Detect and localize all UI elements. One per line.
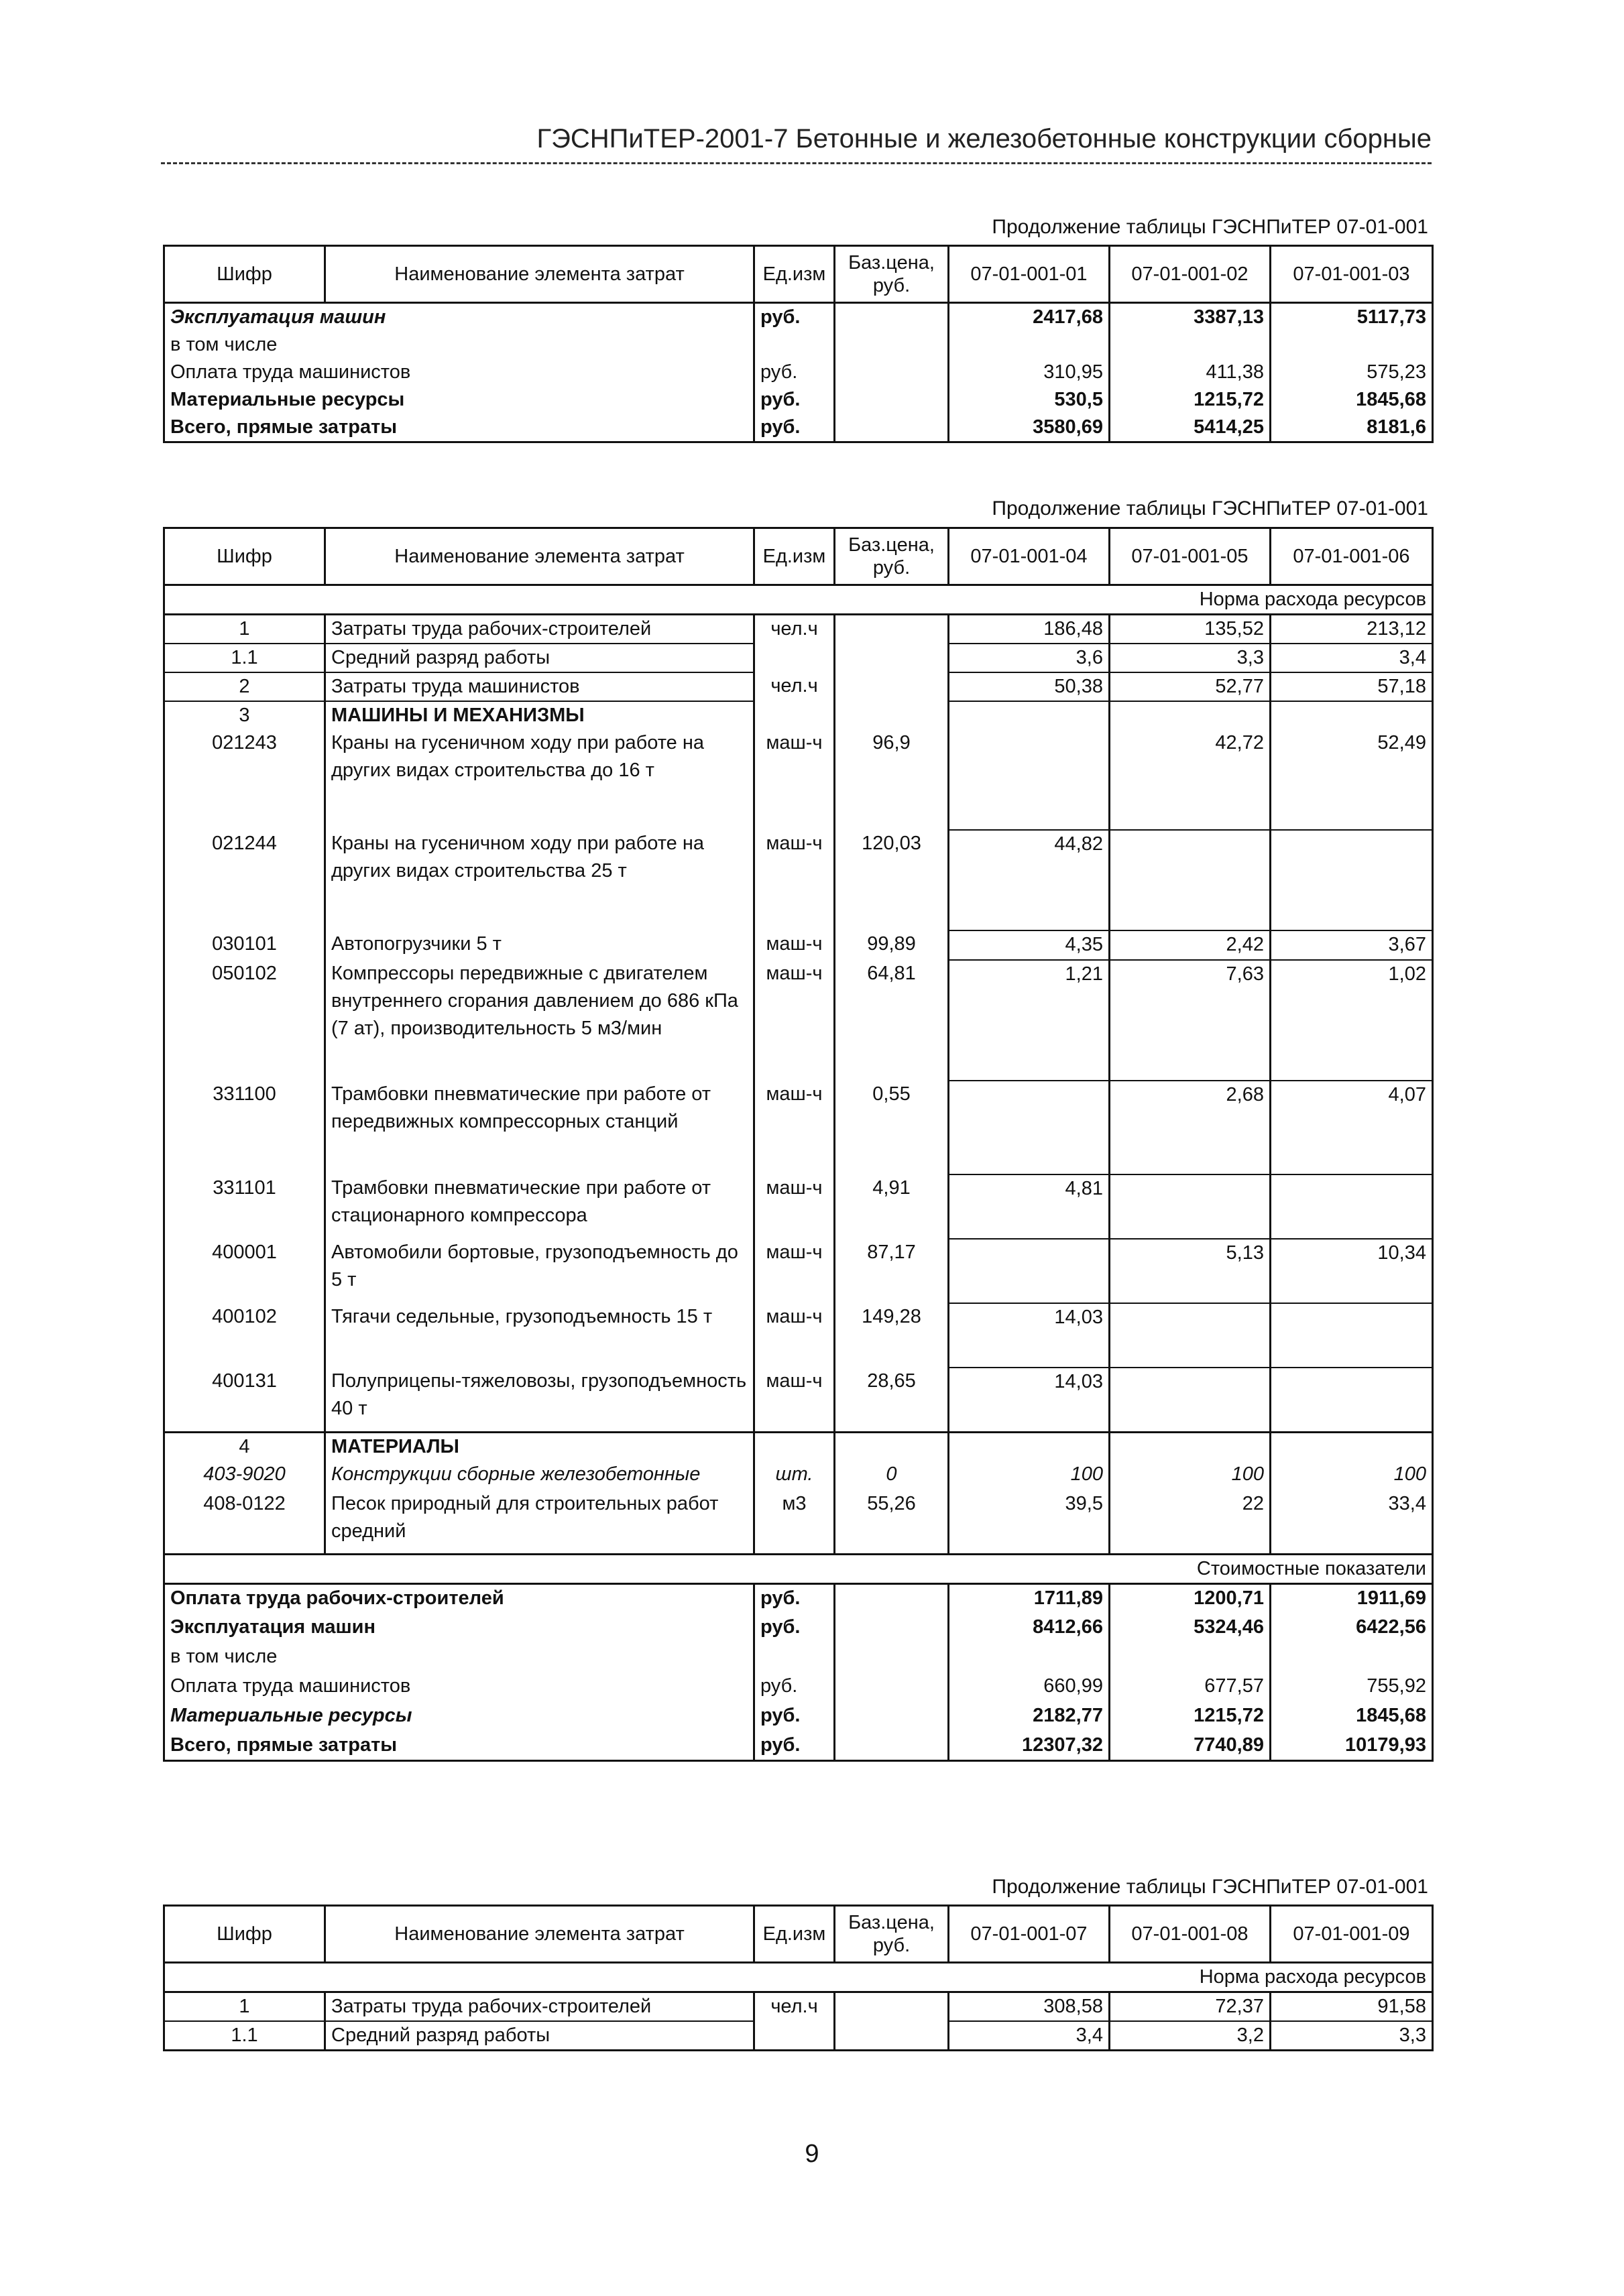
table-row: [164, 701, 1433, 729]
table-row: [164, 672, 1433, 701]
table-row: [164, 1490, 1433, 1555]
table-row: [164, 729, 1433, 830]
row-name: Песок природный для строительных работ средний: [325, 1490, 754, 1555]
row-value: 5,13: [1110, 1239, 1271, 1303]
row-name: Эксплуатация машин: [164, 1614, 754, 1643]
row-unit: маш-ч: [754, 1303, 835, 1368]
row-price: 99,89: [835, 930, 949, 960]
col-shifr: Шифр: [164, 246, 325, 303]
table2-body: [164, 615, 1433, 1555]
col-name: Наименование элемента затрат: [325, 1906, 754, 1963]
table-row: [164, 644, 1433, 672]
header-rule: [161, 162, 1432, 164]
row-unit: шт.: [754, 1461, 835, 1490]
row-name: Всего, прямые затраты: [164, 1732, 754, 1761]
row-unit: [754, 1643, 835, 1673]
row-value: 14,03: [949, 1303, 1110, 1368]
row-code: 1: [164, 1992, 325, 2022]
row-price: [835, 672, 949, 701]
table-row: [164, 414, 1433, 442]
row-unit: маш-ч: [754, 960, 835, 1081]
row-unit: маш-ч: [754, 930, 835, 960]
row-price: [835, 1732, 949, 1761]
row-name: Оплата труда рабочих-строителей: [164, 1584, 754, 1614]
row-value: 10179,93: [1271, 1732, 1433, 1761]
row-unit: руб.: [754, 1673, 835, 1702]
table-row: [164, 615, 1433, 644]
row-price: [835, 1584, 949, 1614]
row-value: 8181,6: [1271, 414, 1433, 442]
cost-label: Стоимостные показатели: [164, 1555, 1433, 1584]
row-unit: маш-ч: [754, 1368, 835, 1432]
row-value: 755,92: [1271, 1673, 1433, 1702]
row-price: 4,91: [835, 1174, 949, 1239]
row-value: 5117,73: [1271, 303, 1433, 332]
row-value: 50,38: [949, 672, 1110, 701]
row-name: Краны на гусеничном ходу при работе на других видах строительства до 16 т: [325, 729, 754, 830]
row-price: 96,9: [835, 729, 949, 830]
row-price: [835, 1673, 949, 1702]
row-unit: [754, 2021, 835, 2051]
row-name: Средний разряд работы: [325, 644, 754, 672]
row-name: Тягачи седельные, грузоподъемность 15 т: [325, 1303, 754, 1368]
row-price: 28,65: [835, 1368, 949, 1432]
row-name: МАШИНЫ И МЕХАНИЗМЫ: [325, 701, 754, 729]
row-value: 1711,89: [949, 1584, 1110, 1614]
row-value: 100: [949, 1461, 1110, 1490]
table-row: [164, 830, 1433, 930]
row-value: 10,34: [1271, 1239, 1433, 1303]
table2: [163, 527, 1434, 1762]
row-value: 57,18: [1271, 672, 1433, 701]
col-code-1: 07-01-001-07: [949, 1906, 1110, 1963]
row-name: Всего, прямые затраты: [164, 414, 754, 442]
col-price: Баз.цена, руб.: [835, 246, 949, 303]
row-value: 3,3: [1271, 2021, 1433, 2051]
table-row: [164, 1732, 1433, 1761]
row-value: 4,07: [1271, 1081, 1433, 1174]
row-price: [835, 1643, 949, 1673]
row-code: 331101: [164, 1174, 325, 1239]
row-price: 55,26: [835, 1490, 949, 1555]
col-code-1: 07-01-001-01: [949, 246, 1110, 303]
row-value: 12307,32: [949, 1732, 1110, 1761]
row-price: 87,17: [835, 1239, 949, 1303]
row-value: 5324,46: [1110, 1614, 1271, 1643]
row-value: [1271, 701, 1433, 729]
row-code: 3: [164, 701, 325, 729]
row-unit: [754, 1432, 835, 1461]
row-name: Затраты труда рабочих-строителей: [325, 615, 754, 644]
row-value: 3,4: [1271, 644, 1433, 672]
row-value: 3,2: [1110, 2021, 1271, 2051]
row-name: Эксплуатация машин: [164, 303, 754, 332]
row-unit: руб.: [754, 1614, 835, 1643]
row-name: Оплата труда машинистов: [164, 1673, 754, 1702]
row-value: 72,37: [1110, 1992, 1271, 2022]
table3-header-row: [164, 1906, 1433, 1963]
norm-section-row: [164, 1963, 1433, 1992]
row-unit: руб.: [754, 386, 835, 414]
row-code: 1: [164, 615, 325, 644]
table-row: [164, 1461, 1433, 1490]
row-value: 39,5: [949, 1490, 1110, 1555]
row-price: [835, 644, 949, 672]
row-name: в том числе: [164, 331, 754, 359]
row-value: [1271, 1174, 1433, 1239]
row-value: 3387,13: [1110, 303, 1271, 332]
table1-caption: Продолжение таблицы ГЭСНПиТЕР 07-01-001: [992, 216, 1428, 238]
row-value: 100: [1271, 1461, 1433, 1490]
row-value: [1110, 830, 1271, 930]
row-value: 1,21: [949, 960, 1110, 1081]
row-value: [1110, 1303, 1271, 1368]
row-value: 22: [1110, 1490, 1271, 1555]
row-value: 14,03: [949, 1368, 1110, 1432]
row-code: 021244: [164, 830, 325, 930]
row-value: 7740,89: [1110, 1732, 1271, 1761]
row-value: 1,02: [1271, 960, 1433, 1081]
row-value: [1110, 701, 1271, 729]
row-value: [1271, 1368, 1433, 1432]
col-name: Наименование элемента затрат: [325, 246, 754, 303]
row-value: 1845,68: [1271, 1702, 1433, 1732]
row-name: Автомобили бортовые, грузоподъемность до 5 т: [325, 1239, 754, 1303]
col-unit: Ед.изм: [754, 528, 835, 585]
row-value: 2417,68: [949, 303, 1110, 332]
col-code-3: 07-01-001-06: [1271, 528, 1433, 585]
row-name: Конструкции сборные железобетонные: [325, 1461, 754, 1490]
row-unit: чел.ч: [754, 672, 835, 701]
row-code: 331100: [164, 1081, 325, 1174]
table-row: [164, 960, 1433, 1081]
row-value: 4,81: [949, 1174, 1110, 1239]
row-value: 1200,71: [1110, 1584, 1271, 1614]
row-price: [835, 1614, 949, 1643]
row-code: 400131: [164, 1368, 325, 1432]
row-value: 8412,66: [949, 1614, 1110, 1643]
row-name: Затраты труда машинистов: [325, 672, 754, 701]
row-code: 021243: [164, 729, 325, 830]
row-unit: м3: [754, 1490, 835, 1555]
table-row: [164, 1432, 1433, 1461]
row-value: [1271, 830, 1433, 930]
row-price: 0: [835, 1461, 949, 1490]
col-code-2: 07-01-001-08: [1110, 1906, 1271, 1963]
col-code-2: 07-01-001-02: [1110, 246, 1271, 303]
row-code: 400102: [164, 1303, 325, 1368]
row-value: 6422,56: [1271, 1614, 1433, 1643]
row-price: [835, 615, 949, 644]
row-unit: руб.: [754, 303, 835, 332]
row-value: 3,4: [949, 2021, 1110, 2051]
row-value: 2182,77: [949, 1702, 1110, 1732]
row-name: в том числе: [164, 1643, 754, 1673]
table-row: [164, 1174, 1433, 1239]
row-price: 120,03: [835, 830, 949, 930]
row-value: 186,48: [949, 615, 1110, 644]
table-row: [164, 331, 1433, 359]
row-code: 030101: [164, 930, 325, 960]
table-row: [164, 1702, 1433, 1732]
row-value: 5414,25: [1110, 414, 1271, 442]
row-name: Краны на гусеничном ходу при работе на других видах строительства 25 т: [325, 830, 754, 930]
col-price: Баз.цена, руб.: [835, 1906, 949, 1963]
row-unit: чел.ч: [754, 1992, 835, 2022]
row-value: [949, 1643, 1110, 1673]
norm-label: Норма расхода ресурсов: [164, 1963, 1433, 1992]
row-value: 3,67: [1271, 930, 1433, 960]
table2-caption: Продолжение таблицы ГЭСНПиТЕР 07-01-001: [992, 497, 1428, 520]
running-header: ГЭСНПиТЕР-2001-7 Бетонные и железобетонные конструкции сборные: [536, 124, 1432, 154]
col-code-1: 07-01-001-04: [949, 528, 1110, 585]
row-price: 0,55: [835, 1081, 949, 1174]
row-price: 149,28: [835, 1303, 949, 1368]
row-value: [1110, 1643, 1271, 1673]
table-row: [164, 359, 1433, 386]
table-row: [164, 1614, 1433, 1643]
row-value: 2,68: [1110, 1081, 1271, 1174]
table3-caption: Продолжение таблицы ГЭСНПиТЕР 07-01-001: [992, 1876, 1428, 1898]
row-value: 135,52: [1110, 615, 1271, 644]
row-unit: [754, 644, 835, 672]
table-row: [164, 930, 1433, 960]
row-name: Полуприцепы-тяжеловозы, грузоподъемность 40 т: [325, 1368, 754, 1432]
col-code-3: 07-01-001-09: [1271, 1906, 1433, 1963]
table-row: [164, 1643, 1433, 1673]
row-name: Автопогрузчики 5 т: [325, 930, 754, 960]
table-row: [164, 1303, 1433, 1368]
row-value: [1110, 1174, 1271, 1239]
col-code-3: 07-01-001-03: [1271, 246, 1433, 303]
row-unit: руб.: [754, 1732, 835, 1761]
row-value: 4,35: [949, 930, 1110, 960]
table-row: [164, 303, 1433, 332]
row-code: 4: [164, 1432, 325, 1461]
row-name: Оплата труда машинистов: [164, 359, 754, 386]
row-value: 52,49: [1271, 729, 1433, 830]
row-value: [949, 1239, 1110, 1303]
row-value: [949, 729, 1110, 830]
row-value: 677,57: [1110, 1673, 1271, 1702]
col-name: Наименование элемента затрат: [325, 528, 754, 585]
row-price: [835, 1432, 949, 1461]
row-name: Материальные ресурсы: [164, 386, 754, 414]
row-value: [1271, 1643, 1433, 1673]
row-name: Материальные ресурсы: [164, 1702, 754, 1732]
page-number: 9: [805, 2140, 819, 2168]
norm-section-row: [164, 585, 1433, 615]
row-code: 403-9020: [164, 1461, 325, 1490]
row-name: МАТЕРИАЛЫ: [325, 1432, 754, 1461]
row-value: 44,82: [949, 830, 1110, 930]
row-value: [1271, 1432, 1433, 1461]
row-value: [1110, 1432, 1271, 1461]
row-value: 1215,72: [1110, 386, 1271, 414]
col-shifr: Шифр: [164, 528, 325, 585]
col-shifr: Шифр: [164, 1906, 325, 1963]
row-code: 050102: [164, 960, 325, 1081]
row-code: 408-0122: [164, 1490, 325, 1555]
row-value: 1215,72: [1110, 1702, 1271, 1732]
row-code: 400001: [164, 1239, 325, 1303]
row-unit: маш-ч: [754, 729, 835, 830]
row-unit: руб.: [754, 359, 835, 386]
row-value: [949, 1432, 1110, 1461]
row-unit: чел.ч: [754, 615, 835, 644]
table-row: [164, 1584, 1433, 1614]
table-row: [164, 1081, 1433, 1174]
table1: [163, 245, 1434, 443]
row-name: Средний разряд работы: [325, 2021, 754, 2051]
row-code: 1.1: [164, 644, 325, 672]
row-value: 310,95: [949, 359, 1110, 386]
row-value: [1271, 1303, 1433, 1368]
col-code-2: 07-01-001-05: [1110, 528, 1271, 585]
table-row: [164, 1239, 1433, 1303]
col-unit: Ед.изм: [754, 1906, 835, 1963]
row-unit: маш-ч: [754, 830, 835, 930]
col-price: Баз.цена, руб.: [835, 528, 949, 585]
table1-header-row: [164, 246, 1433, 303]
row-name: Трамбовки пневматические при работе от стационарного компрессора: [325, 1174, 754, 1239]
table2-cost-body: [164, 1584, 1433, 1761]
row-unit: руб.: [754, 414, 835, 442]
table-row: [164, 1673, 1433, 1702]
row-value: 530,5: [949, 386, 1110, 414]
table-row: [164, 1992, 1433, 2022]
row-value: 100: [1110, 1461, 1271, 1490]
row-value: 308,58: [949, 1992, 1110, 2022]
row-value: [949, 701, 1110, 729]
row-price: 64,81: [835, 960, 949, 1081]
table-row: [164, 386, 1433, 414]
row-unit: маш-ч: [754, 1239, 835, 1303]
row-value: 2,42: [1110, 930, 1271, 960]
table3: [163, 1905, 1434, 2051]
row-value: 42,72: [1110, 729, 1271, 830]
row-value: [1110, 1368, 1271, 1432]
table-row: [164, 2021, 1433, 2051]
row-code: 1.1: [164, 2021, 325, 2051]
col-unit: Ед.изм: [754, 246, 835, 303]
row-unit: руб.: [754, 1584, 835, 1614]
row-value: 91,58: [1271, 1992, 1433, 2022]
row-value: 33,4: [1271, 1490, 1433, 1555]
row-value: 1911,69: [1271, 1584, 1433, 1614]
table-row: [164, 1368, 1433, 1432]
row-value: 575,23: [1271, 359, 1433, 386]
row-value: 3,3: [1110, 644, 1271, 672]
row-value: 7,63: [1110, 960, 1271, 1081]
cost-section-row: [164, 1555, 1433, 1584]
row-value: 660,99: [949, 1673, 1110, 1702]
row-name: Трамбовки пневматические при работе от передвижных компрессорных станций: [325, 1081, 754, 1174]
table2-header-row: [164, 528, 1433, 585]
row-value: 1845,68: [1271, 386, 1433, 414]
row-value: 3580,69: [949, 414, 1110, 442]
row-price: [835, 1702, 949, 1732]
row-code: 2: [164, 672, 325, 701]
row-value: 3,6: [949, 644, 1110, 672]
row-unit: руб.: [754, 1702, 835, 1732]
row-value: 52,77: [1110, 672, 1271, 701]
norm-label: Норма расхода ресурсов: [164, 585, 1433, 615]
row-value: 213,12: [1271, 615, 1433, 644]
row-unit: маш-ч: [754, 1081, 835, 1174]
row-value: [949, 1081, 1110, 1174]
row-unit: [754, 701, 835, 729]
row-name: Затраты труда рабочих-строителей: [325, 1992, 754, 2022]
row-price: [835, 701, 949, 729]
row-value: 411,38: [1110, 359, 1271, 386]
row-name: Компрессоры передвижные с двигателем внутреннего сгорания давлением до 686 кПа (7 ат), производительность 5 м3/мин: [325, 960, 754, 1081]
row-unit: маш-ч: [754, 1174, 835, 1239]
